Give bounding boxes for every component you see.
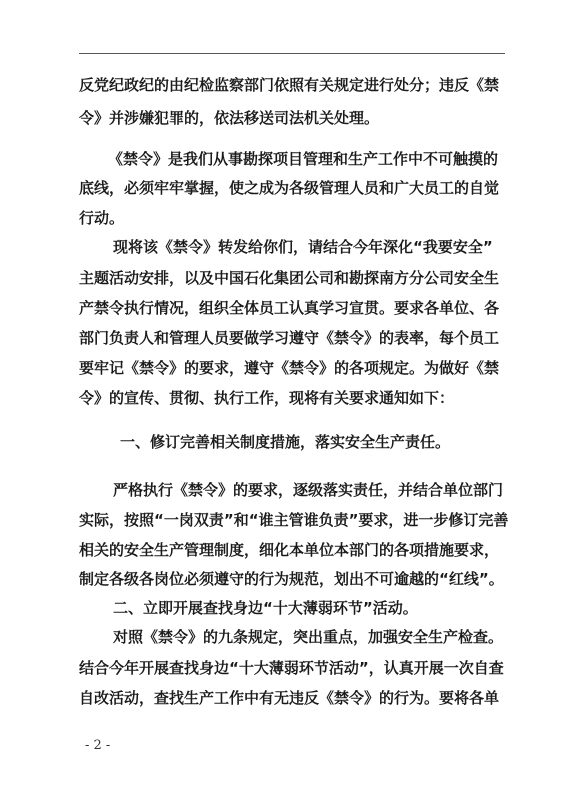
text-line: 反党纪政纪的由纪检监察部门依照有关规定进行处分；违反《禁 <box>79 76 500 94</box>
text-line: 结合今年开展查找身边“十大薄弱环节活动”，认真开展一次自查 <box>79 659 504 677</box>
text-line: 相关的安全生产管理制度，细化本单位本部门的各项措施要求， <box>79 541 500 559</box>
text-line: 令》并涉嫌犯罪的，依法移送司法机关处理。 <box>79 109 380 127</box>
text-line: 制定各级各岗位必须遵守的行为规范，划出不可逾越的“红线”。 <box>79 570 504 588</box>
text-line: 产禁令执行情况，组织全体员工认真学习宣贯。要求各单位、各 <box>79 299 500 317</box>
text-line: 主题活动安排，以及中国石化集团公司和勘探南方分公司安全生 <box>79 269 500 287</box>
text-line: 底线，必须牢牢掌握，使之成为各级管理人员和广大员工的自觉 <box>79 179 500 197</box>
text-line: 部门负责人和管理人员要做学习遵守《禁令》的表率，每个员工 <box>79 329 500 347</box>
text-line: 《禁令》是我们从事勘探项目管理和生产工作中不可触摸的 <box>108 150 499 168</box>
text-line: 自改活动，查找生产工作中有无违反《禁令》的行为。要将各单 <box>79 689 500 707</box>
text-line: 对照《禁令》的九条规定，突出重点，加强安全生产检查。 <box>113 628 504 646</box>
text-line: 令》的宣传、贯彻、执行工作，现将有关要求通知如下： <box>79 389 455 407</box>
section-heading: 一、修订完善相关制度措施，落实安全生产责任。 <box>120 433 451 451</box>
text-line: 要牢记《禁令》的要求，遵守《禁令》的各项规定。为做好《禁 <box>79 359 500 377</box>
text-line: 行动。 <box>79 209 125 227</box>
text-line: 实际，按照“一岗双责”和“谁主管谁负责”要求，进一步修订完善 <box>79 511 509 529</box>
header-rule <box>79 53 505 54</box>
text-line: 现将该《禁令》转发给你们，请结合今年深化“我要安全” <box>113 238 493 256</box>
text-line: 严格执行《禁令》的要求，逐级落实责任，并结合单位部门 <box>113 481 504 499</box>
page-number: - 2 - <box>85 738 111 753</box>
section-heading: 二、立即开展查找身边“十大薄弱环节”活动。 <box>113 599 418 617</box>
